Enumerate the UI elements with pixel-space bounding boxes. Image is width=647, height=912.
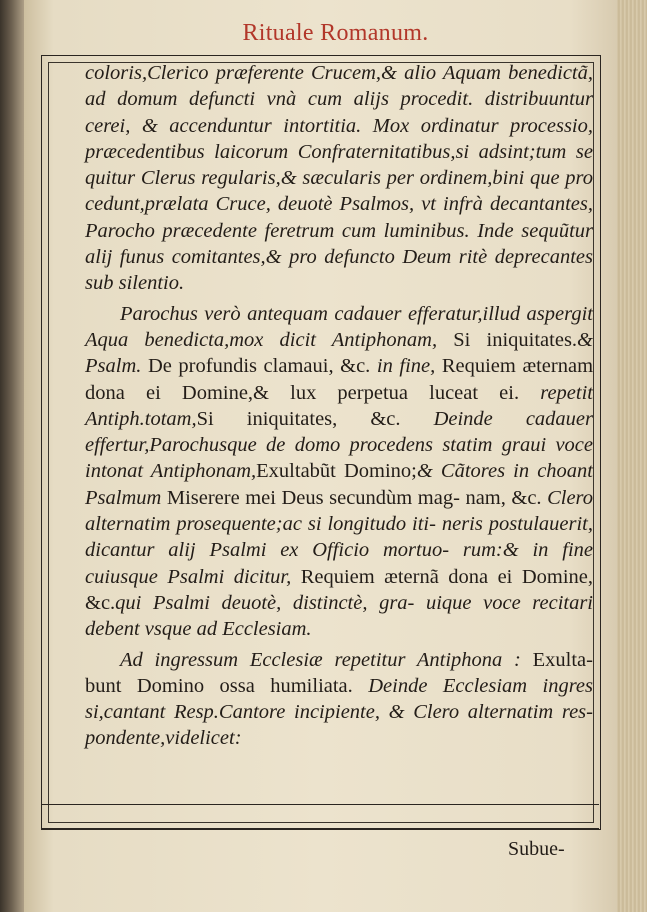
text-run: De profundis clamaui, &c. (141, 355, 377, 378)
paragraph-1 (85, 60, 593, 297)
text-run: præcedentibus laicorum Confraternitatibus,si adsint;tum se (85, 140, 593, 163)
text-run: ad domum defuncti vnà cum alijs procedit. distribuuntur (85, 88, 593, 111)
text-run: in fine, (376, 355, 436, 378)
paragraph-2 (85, 301, 593, 643)
text-run: effertur,Parochusque de domo procedens statim graui voce (85, 434, 593, 457)
bottom-rule (41, 804, 599, 805)
book-spine (0, 0, 26, 912)
text-run: neris postulauerit, dicantur alij Psalmi ex Officio mortuo- (85, 513, 594, 562)
text-run: alij funus comitantes,& pro defuncto Deum ritè deprecantes (85, 246, 593, 269)
text-run: Psalm. (85, 355, 142, 378)
text-run: Clero alternatim prosequente;ac si longitudo iti- (85, 486, 594, 536)
paragraph-3 (85, 647, 593, 752)
text-run: rum:& in fine cuiusque Psalmi dicitur, (85, 539, 593, 588)
text-run: Exulta- (520, 648, 593, 671)
text-run: Requiem (435, 355, 516, 378)
text-run: Requiem æternã (291, 565, 439, 588)
text-run: bunt Domino ossa humiliata. (85, 674, 369, 697)
page-edges (617, 0, 647, 912)
text-run: uique voce recitari debent vsque ad Ecclesiam. (85, 591, 594, 641)
text-run: pondente,videlicet: (85, 727, 242, 750)
body-text (85, 60, 593, 752)
text-run: intonat Antiphonam, (85, 460, 257, 483)
footer-rule (41, 828, 599, 829)
text-run: sub silentio. (85, 272, 185, 295)
text-run: cerei, & accenduntur intortitia. Mox ordinatur processio, (85, 114, 593, 137)
text-run: quitur Clerus regularis,& sæcularis per ordinem,bini que pro (85, 167, 593, 190)
text-run: nam, &c. (465, 486, 548, 509)
text-run: Si iniquitates. (437, 328, 578, 351)
text-run: repetit Antiph.totam, (85, 381, 593, 430)
text-run: Deinde cadauer (433, 407, 594, 430)
text-run: Ad ingressum Ecclesiæ repetitur Antiphona : (120, 648, 521, 671)
catchword: Subue- (508, 838, 565, 860)
text-run: Deinde Ecclesiam ingres (368, 674, 594, 697)
text-run: cedunt,prælata Cruce, deuotè Psalmos, vt infrà decantantes, (85, 193, 593, 216)
text-run: dona ei Domine, &c. (85, 565, 593, 614)
text-run: & (577, 328, 593, 351)
running-header: Rituale Romanum. (242, 20, 429, 46)
text-run: Si iniquitates, &c. (196, 407, 434, 430)
text-run: si,cantant Resp.Cantore incipiente, & Clero alternatim res- (85, 701, 593, 724)
text-run: coloris,Clerico præferente Crucem,& alio Aquam benedictã, (85, 62, 593, 84)
text-run: Aqua benedicta,mox dicit Antiphonam, (85, 328, 438, 351)
text-run: æternam dona ei Domine,& lux perpetua luceat ei. (85, 355, 594, 404)
text-run: Miserere mei Deus secundùm mag- (161, 486, 460, 509)
text-run: Parochus verò antequam cadauer efferatur,illud aspergit (120, 302, 593, 325)
text-run: Parocho præcedente feretrum cum luminibus. Inde sequũtur (85, 219, 593, 242)
text-run: & Cãtores in (416, 460, 530, 483)
text-run: Exultabũt Domino; (256, 460, 417, 483)
text-run: qui Psalmi deuotè, distinctè, gra- (115, 591, 415, 614)
text-run: choant Psalmum (85, 460, 593, 509)
